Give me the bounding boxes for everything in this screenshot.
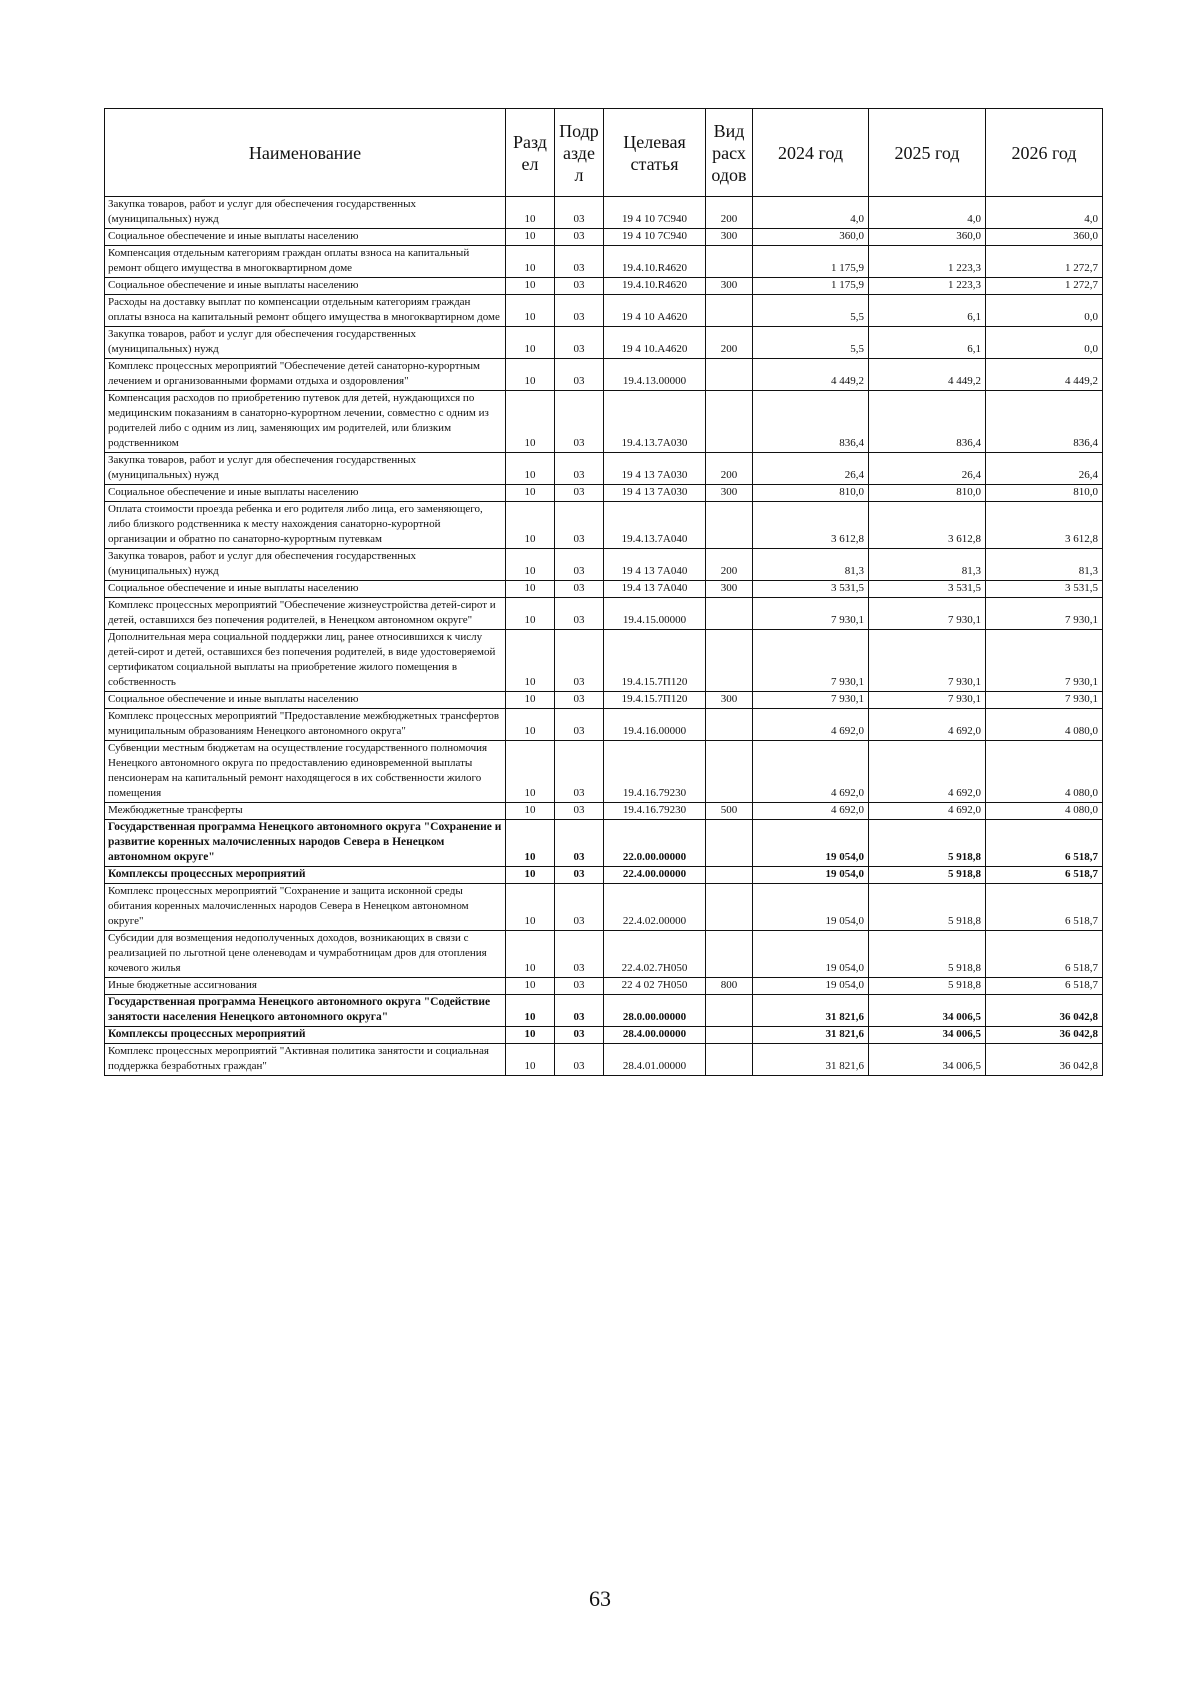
row-value-2024: 836,4 — [753, 391, 869, 453]
row-value-2026: 7 930,1 — [986, 692, 1103, 709]
table-row — [105, 709, 1103, 741]
row-value-2025: 7 930,1 — [869, 630, 986, 692]
row-value-2025: 81,3 — [869, 549, 986, 581]
row-value-2024: 4,0 — [753, 197, 869, 229]
row-razdel: 10 — [506, 391, 555, 453]
row-vid: 200 — [706, 197, 753, 229]
row-value-2026: 4,0 — [986, 197, 1103, 229]
row-podrazdel: 03 — [555, 295, 604, 327]
row-vid: 300 — [706, 485, 753, 502]
table-row — [105, 867, 1103, 884]
row-vid — [706, 1027, 753, 1044]
table-row — [105, 820, 1103, 867]
row-target: 19.4.13.00000 — [604, 359, 706, 391]
row-name: Государственная программа Ненецкого автономного округа "Содействие занятости населения Ненецкого автономного округа" — [105, 995, 506, 1027]
row-name: Дополнительная мера социальной поддержки лиц, ранее относившихся к числу детей-сирот и детей, оставшихся без попечения родителей, в виде удостоверяемой сертификатом социальной выплаты на приобретение жилого помещения в собственность — [105, 630, 506, 692]
row-value-2024: 81,3 — [753, 549, 869, 581]
row-target: 22.4.02.7Н050 — [604, 931, 706, 978]
row-value-2025: 7 930,1 — [869, 692, 986, 709]
row-vid: 200 — [706, 549, 753, 581]
row-name: Комплекс процессных мероприятий "Сохранение и защита исконной среды обитания коренных малочисленных народов Севера в Ненецком автономном округе" — [105, 884, 506, 931]
row-razdel: 10 — [506, 549, 555, 581]
row-value-2025: 5 918,8 — [869, 884, 986, 931]
row-target: 19.4 13 7А040 — [604, 581, 706, 598]
row-value-2024: 1 175,9 — [753, 246, 869, 278]
row-value-2024: 4 692,0 — [753, 709, 869, 741]
row-razdel: 10 — [506, 692, 555, 709]
table-row — [105, 453, 1103, 485]
row-razdel: 10 — [506, 485, 555, 502]
row-name: Государственная программа Ненецкого автономного округа "Сохранение и развитие коренных малочисленных народов Севера в Ненецком автономном округе" — [105, 820, 506, 867]
row-podrazdel: 03 — [555, 197, 604, 229]
row-value-2026: 810,0 — [986, 485, 1103, 502]
row-target: 19.4.13.7А040 — [604, 502, 706, 549]
table-row — [105, 229, 1103, 246]
row-value-2025: 1 223,3 — [869, 246, 986, 278]
row-razdel: 10 — [506, 1044, 555, 1076]
row-target: 19 4 10 7С940 — [604, 197, 706, 229]
row-value-2026: 36 042,8 — [986, 995, 1103, 1027]
row-podrazdel: 03 — [555, 1044, 604, 1076]
row-vid — [706, 820, 753, 867]
row-name: Закупка товаров, работ и услуг для обеспечения государственных (муниципальных) нужд — [105, 197, 506, 229]
row-name: Комплексы процессных мероприятий — [105, 867, 506, 884]
row-target: 19 4 10 А4620 — [604, 295, 706, 327]
row-value-2026: 36 042,8 — [986, 1044, 1103, 1076]
row-vid — [706, 246, 753, 278]
row-value-2024: 4 449,2 — [753, 359, 869, 391]
row-razdel: 10 — [506, 803, 555, 820]
table-row — [105, 502, 1103, 549]
row-value-2024: 3 612,8 — [753, 502, 869, 549]
row-razdel: 10 — [506, 867, 555, 884]
row-podrazdel: 03 — [555, 359, 604, 391]
page-number: 63 — [589, 1586, 611, 1611]
row-name: Иные бюджетные ассигнования — [105, 978, 506, 995]
row-value-2024: 19 054,0 — [753, 884, 869, 931]
row-target: 19 4 10.А4620 — [604, 327, 706, 359]
row-value-2025: 3 612,8 — [869, 502, 986, 549]
row-value-2026: 7 930,1 — [986, 598, 1103, 630]
row-value-2026: 6 518,7 — [986, 820, 1103, 867]
row-podrazdel: 03 — [555, 453, 604, 485]
row-value-2025: 360,0 — [869, 229, 986, 246]
row-razdel: 10 — [506, 278, 555, 295]
row-value-2026: 6 518,7 — [986, 884, 1103, 931]
row-value-2025: 1 223,3 — [869, 278, 986, 295]
row-target: 19.4.15.00000 — [604, 598, 706, 630]
row-value-2024: 26,4 — [753, 453, 869, 485]
row-value-2026: 0,0 — [986, 327, 1103, 359]
header-row — [105, 109, 1103, 197]
row-value-2026: 360,0 — [986, 229, 1103, 246]
row-vid — [706, 741, 753, 803]
row-podrazdel: 03 — [555, 931, 604, 978]
row-target: 19.4.10.R4620 — [604, 246, 706, 278]
row-podrazdel: 03 — [555, 485, 604, 502]
row-podrazdel: 03 — [555, 278, 604, 295]
row-vid: 800 — [706, 978, 753, 995]
row-name: Межбюджетные трансферты — [105, 803, 506, 820]
row-podrazdel: 03 — [555, 549, 604, 581]
row-razdel: 10 — [506, 359, 555, 391]
table-row — [105, 978, 1103, 995]
row-vid: 300 — [706, 692, 753, 709]
row-podrazdel: 03 — [555, 327, 604, 359]
row-value-2024: 19 054,0 — [753, 931, 869, 978]
row-target: 19.4.10.R4620 — [604, 278, 706, 295]
table-row — [105, 630, 1103, 692]
row-vid: 300 — [706, 581, 753, 598]
row-name: Комплекс процессных мероприятий "Активная политика занятости и социальная поддержка безработных граждан" — [105, 1044, 506, 1076]
row-razdel: 10 — [506, 327, 555, 359]
table-row — [105, 391, 1103, 453]
row-vid — [706, 709, 753, 741]
row-value-2024: 31 821,6 — [753, 995, 869, 1027]
row-target: 19 4 13 7А040 — [604, 549, 706, 581]
row-target: 22.0.00.00000 — [604, 820, 706, 867]
row-vid — [706, 884, 753, 931]
row-target: 19 4 13 7А030 — [604, 453, 706, 485]
row-value-2026: 3 612,8 — [986, 502, 1103, 549]
row-name: Комплекс процессных мероприятий "Обеспечение жизнеустройства детей-сирот и детей, оставшихся без попечения родителей, в Ненецком автономном округе" — [105, 598, 506, 630]
row-name: Компенсация расходов по приобретению путевок для детей, нуждающихся по медицинским показаниям в санаторно-курортном лечении, совместно с одним из родителей либо с одним из лиц, заменяющих им родителей, или близким родственником — [105, 391, 506, 453]
row-value-2024: 31 821,6 — [753, 1027, 869, 1044]
table-row — [105, 485, 1103, 502]
row-vid: 300 — [706, 229, 753, 246]
table-row — [105, 359, 1103, 391]
row-razdel: 10 — [506, 709, 555, 741]
table-row — [105, 741, 1103, 803]
row-value-2024: 19 054,0 — [753, 867, 869, 884]
table-row — [105, 549, 1103, 581]
row-value-2024: 360,0 — [753, 229, 869, 246]
row-podrazdel: 03 — [555, 820, 604, 867]
budget-table — [104, 108, 1103, 1076]
row-name: Комплексы процессных мероприятий — [105, 1027, 506, 1044]
row-target: 19.4.16.79230 — [604, 741, 706, 803]
row-vid: 500 — [706, 803, 753, 820]
row-podrazdel: 03 — [555, 741, 604, 803]
row-value-2024: 3 531,5 — [753, 581, 869, 598]
table-row — [105, 995, 1103, 1027]
row-vid — [706, 995, 753, 1027]
row-vid — [706, 1044, 753, 1076]
row-vid — [706, 598, 753, 630]
table-row — [105, 803, 1103, 820]
row-name: Социальное обеспечение и иные выплаты населению — [105, 485, 506, 502]
row-value-2026: 4 080,0 — [986, 741, 1103, 803]
row-razdel: 10 — [506, 295, 555, 327]
row-razdel: 10 — [506, 820, 555, 867]
row-value-2025: 26,4 — [869, 453, 986, 485]
row-vid — [706, 391, 753, 453]
row-name: Комплекс процессных мероприятий "Предоставление межбюджетных трансфертов муниципальным образованиям Ненецкого автономного округа" — [105, 709, 506, 741]
row-name: Субсидии для возмещения недополученных доходов, возникающих в связи с реализацией по льготной цене оленеводам и чумработницам дров для отопления кочевого жилья — [105, 931, 506, 978]
row-name: Компенсация отдельным категориям граждан оплаты взноса на капитальный ремонт общего имущества в многоквартирном доме — [105, 246, 506, 278]
row-value-2026: 6 518,7 — [986, 931, 1103, 978]
row-razdel: 10 — [506, 246, 555, 278]
row-value-2026: 7 930,1 — [986, 630, 1103, 692]
row-value-2026: 4 080,0 — [986, 803, 1103, 820]
row-podrazdel: 03 — [555, 803, 604, 820]
row-razdel: 10 — [506, 581, 555, 598]
row-target: 19.4.16.79230 — [604, 803, 706, 820]
row-value-2025: 4 449,2 — [869, 359, 986, 391]
row-name: Социальное обеспечение и иные выплаты населению — [105, 692, 506, 709]
row-target: 22.4.00.00000 — [604, 867, 706, 884]
row-podrazdel: 03 — [555, 995, 604, 1027]
row-podrazdel: 03 — [555, 229, 604, 246]
row-podrazdel: 03 — [555, 502, 604, 549]
row-razdel: 10 — [506, 978, 555, 995]
row-value-2024: 19 054,0 — [753, 820, 869, 867]
table-row — [105, 278, 1103, 295]
row-value-2025: 34 006,5 — [869, 1027, 986, 1044]
row-target: 19.4.15.7П120 — [604, 630, 706, 692]
row-razdel: 10 — [506, 229, 555, 246]
row-name: Комплекс процессных мероприятий "Обеспечение детей санаторно-курортным лечением и организованными формами отдыха и оздоровления" — [105, 359, 506, 391]
row-target: 22 4 02 7Н050 — [604, 978, 706, 995]
row-podrazdel: 03 — [555, 867, 604, 884]
row-name: Закупка товаров, работ и услуг для обеспечения государственных (муниципальных) нужд — [105, 327, 506, 359]
header-2024: 2024 год — [753, 109, 869, 197]
row-value-2024: 7 930,1 — [753, 692, 869, 709]
row-vid — [706, 502, 753, 549]
row-value-2024: 5,5 — [753, 327, 869, 359]
table-row — [105, 692, 1103, 709]
row-target: 19 4 10 7С940 — [604, 229, 706, 246]
row-value-2025: 4,0 — [869, 197, 986, 229]
table-row — [105, 1044, 1103, 1076]
row-value-2025: 4 692,0 — [869, 741, 986, 803]
row-name: Социальное обеспечение и иные выплаты населению — [105, 229, 506, 246]
row-value-2025: 810,0 — [869, 485, 986, 502]
row-value-2026: 36 042,8 — [986, 1027, 1103, 1044]
row-value-2026: 1 272,7 — [986, 278, 1103, 295]
header-name: Наименование — [105, 109, 506, 197]
row-value-2024: 31 821,6 — [753, 1044, 869, 1076]
row-razdel: 10 — [506, 741, 555, 803]
row-value-2025: 5 918,8 — [869, 820, 986, 867]
row-name: Субвенции местным бюджетам на осуществление государственного полномочия Ненецкого автономного округа по предоставлению единовременной выплаты пенсионерам на капитальный ремонт находящегося в их собственности жилого помещения — [105, 741, 506, 803]
row-value-2025: 6,1 — [869, 327, 986, 359]
row-value-2024: 4 692,0 — [753, 803, 869, 820]
row-value-2026: 3 531,5 — [986, 581, 1103, 598]
row-name: Расходы на доставку выплат по компенсации отдельным категориям граждан оплаты взноса на капитальный ремонт общего имущества в многоквартирном доме — [105, 295, 506, 327]
header-razdel: Разд ел — [506, 109, 555, 197]
row-podrazdel: 03 — [555, 246, 604, 278]
row-value-2024: 7 930,1 — [753, 630, 869, 692]
row-target: 22.4.02.00000 — [604, 884, 706, 931]
row-value-2025: 5 918,8 — [869, 931, 986, 978]
row-podrazdel: 03 — [555, 391, 604, 453]
row-vid — [706, 867, 753, 884]
row-razdel: 10 — [506, 598, 555, 630]
row-value-2025: 4 692,0 — [869, 709, 986, 741]
header-2026: 2026 год — [986, 109, 1103, 197]
row-podrazdel: 03 — [555, 692, 604, 709]
row-value-2024: 5,5 — [753, 295, 869, 327]
row-value-2026: 4 449,2 — [986, 359, 1103, 391]
row-target: 19.4.15.7П120 — [604, 692, 706, 709]
row-value-2025: 5 918,8 — [869, 978, 986, 995]
row-vid — [706, 295, 753, 327]
row-name: Закупка товаров, работ и услуг для обеспечения государственных (муниципальных) нужд — [105, 453, 506, 485]
row-name: Оплата стоимости проезда ребенка и его родителя либо лица, его заменяющего, либо близкого родственника к месту нахождения санаторно-курортной организации и обратно по санаторно-курортным путевкам — [105, 502, 506, 549]
table-row — [105, 884, 1103, 931]
header-2025: 2025 год — [869, 109, 986, 197]
row-value-2024: 19 054,0 — [753, 978, 869, 995]
row-value-2026: 6 518,7 — [986, 978, 1103, 995]
row-value-2024: 1 175,9 — [753, 278, 869, 295]
row-podrazdel: 03 — [555, 630, 604, 692]
row-value-2025: 7 930,1 — [869, 598, 986, 630]
header-podrazdel: Подр азде л — [555, 109, 604, 197]
row-podrazdel: 03 — [555, 709, 604, 741]
row-value-2026: 6 518,7 — [986, 867, 1103, 884]
row-razdel: 10 — [506, 1027, 555, 1044]
row-target: 28.4.01.00000 — [604, 1044, 706, 1076]
row-target: 19.4.13.7А030 — [604, 391, 706, 453]
row-value-2025: 5 918,8 — [869, 867, 986, 884]
table-row — [105, 327, 1103, 359]
row-target: 19 4 13 7А030 — [604, 485, 706, 502]
row-razdel: 10 — [506, 630, 555, 692]
row-podrazdel: 03 — [555, 1027, 604, 1044]
row-podrazdel: 03 — [555, 884, 604, 931]
row-value-2025: 836,4 — [869, 391, 986, 453]
row-razdel: 10 — [506, 931, 555, 978]
row-value-2024: 810,0 — [753, 485, 869, 502]
row-podrazdel: 03 — [555, 581, 604, 598]
row-value-2025: 3 531,5 — [869, 581, 986, 598]
row-razdel: 10 — [506, 197, 555, 229]
row-value-2026: 81,3 — [986, 549, 1103, 581]
row-value-2025: 6,1 — [869, 295, 986, 327]
row-target: 19.4.16.00000 — [604, 709, 706, 741]
row-value-2025: 34 006,5 — [869, 995, 986, 1027]
row-vid — [706, 630, 753, 692]
table-row — [105, 581, 1103, 598]
table-row — [105, 295, 1103, 327]
row-vid: 200 — [706, 327, 753, 359]
row-target: 28.4.00.00000 — [604, 1027, 706, 1044]
row-name: Социальное обеспечение и иные выплаты населению — [105, 581, 506, 598]
row-podrazdel: 03 — [555, 978, 604, 995]
table-row — [105, 931, 1103, 978]
row-value-2025: 34 006,5 — [869, 1044, 986, 1076]
table-row — [105, 1027, 1103, 1044]
row-vid — [706, 931, 753, 978]
row-value-2026: 836,4 — [986, 391, 1103, 453]
table-body — [105, 197, 1103, 1076]
row-value-2024: 4 692,0 — [753, 741, 869, 803]
row-razdel: 10 — [506, 995, 555, 1027]
row-target: 28.0.00.00000 — [604, 995, 706, 1027]
row-vid — [706, 359, 753, 391]
row-razdel: 10 — [506, 502, 555, 549]
row-value-2026: 26,4 — [986, 453, 1103, 485]
header-vid: Вид расх одов — [706, 109, 753, 197]
table-row — [105, 246, 1103, 278]
row-value-2024: 7 930,1 — [753, 598, 869, 630]
row-vid: 300 — [706, 278, 753, 295]
row-value-2026: 4 080,0 — [986, 709, 1103, 741]
row-name: Социальное обеспечение и иные выплаты населению — [105, 278, 506, 295]
row-razdel: 10 — [506, 884, 555, 931]
row-vid: 200 — [706, 453, 753, 485]
row-razdel: 10 — [506, 453, 555, 485]
row-value-2026: 0,0 — [986, 295, 1103, 327]
header-target: Целевая статья — [604, 109, 706, 197]
row-name: Закупка товаров, работ и услуг для обеспечения государственных (муниципальных) нужд — [105, 549, 506, 581]
table-row — [105, 598, 1103, 630]
row-value-2025: 4 692,0 — [869, 803, 986, 820]
row-podrazdel: 03 — [555, 598, 604, 630]
row-value-2026: 1 272,7 — [986, 246, 1103, 278]
table-row — [105, 197, 1103, 229]
